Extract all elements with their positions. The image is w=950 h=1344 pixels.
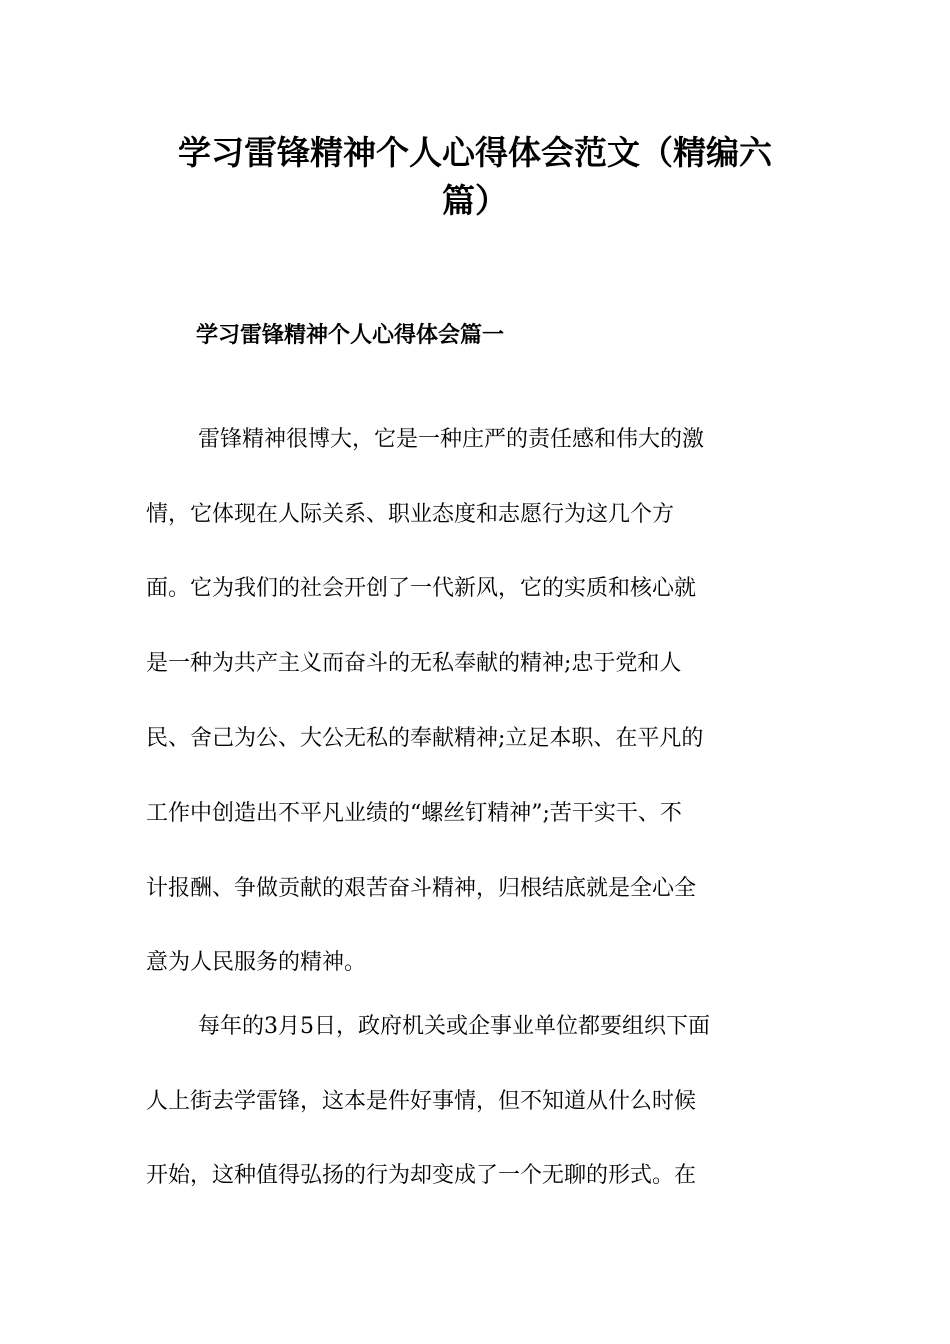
section-heading: 学习雷锋精神个人心得体会篇一 — [196, 323, 505, 348]
paragraph-line: 计报酬、争做贡献的艰苦奋斗精神，归根结底就是全心全 — [146, 876, 697, 901]
paragraph-line: 每年的3月5日，政府机关或企事业单位都要组织下面 — [198, 1014, 710, 1039]
paragraph-line: 意为人民服务的精神。 — [146, 950, 367, 975]
paragraph-line: 开始，这种值得弘扬的行为却变成了一个无聊的形式。在 — [146, 1163, 697, 1188]
document-title-line-2: 篇） — [442, 181, 508, 220]
paragraph-line: 人上街去学雷锋，这本是件好事情，但不知道从什么时候 — [146, 1089, 697, 1114]
paragraph-line: 雷锋精神很博大，它是一种庄严的责任感和伟大的激 — [198, 427, 705, 452]
paragraph-line: 面。它为我们的社会开创了一代新风，它的实质和核心就 — [146, 576, 697, 601]
paragraph-line: 民、舍己为公、大公无私的奉献精神;立足本职、在平凡的 — [146, 726, 704, 751]
paragraph-line: 情，它体现在人际关系、职业态度和志愿行为这几个方 — [146, 502, 675, 527]
document-title-line-1: 学习雷锋精神个人心得体会范文（精编六 — [178, 133, 772, 172]
paragraph-line: 是一种为共产主义而奋斗的无私奉献的精神;忠于党和人 — [146, 651, 682, 676]
paragraph-line: 工作中创造出不平凡业绩的“螺丝钉精神”;苦干实干、不 — [146, 801, 682, 826]
